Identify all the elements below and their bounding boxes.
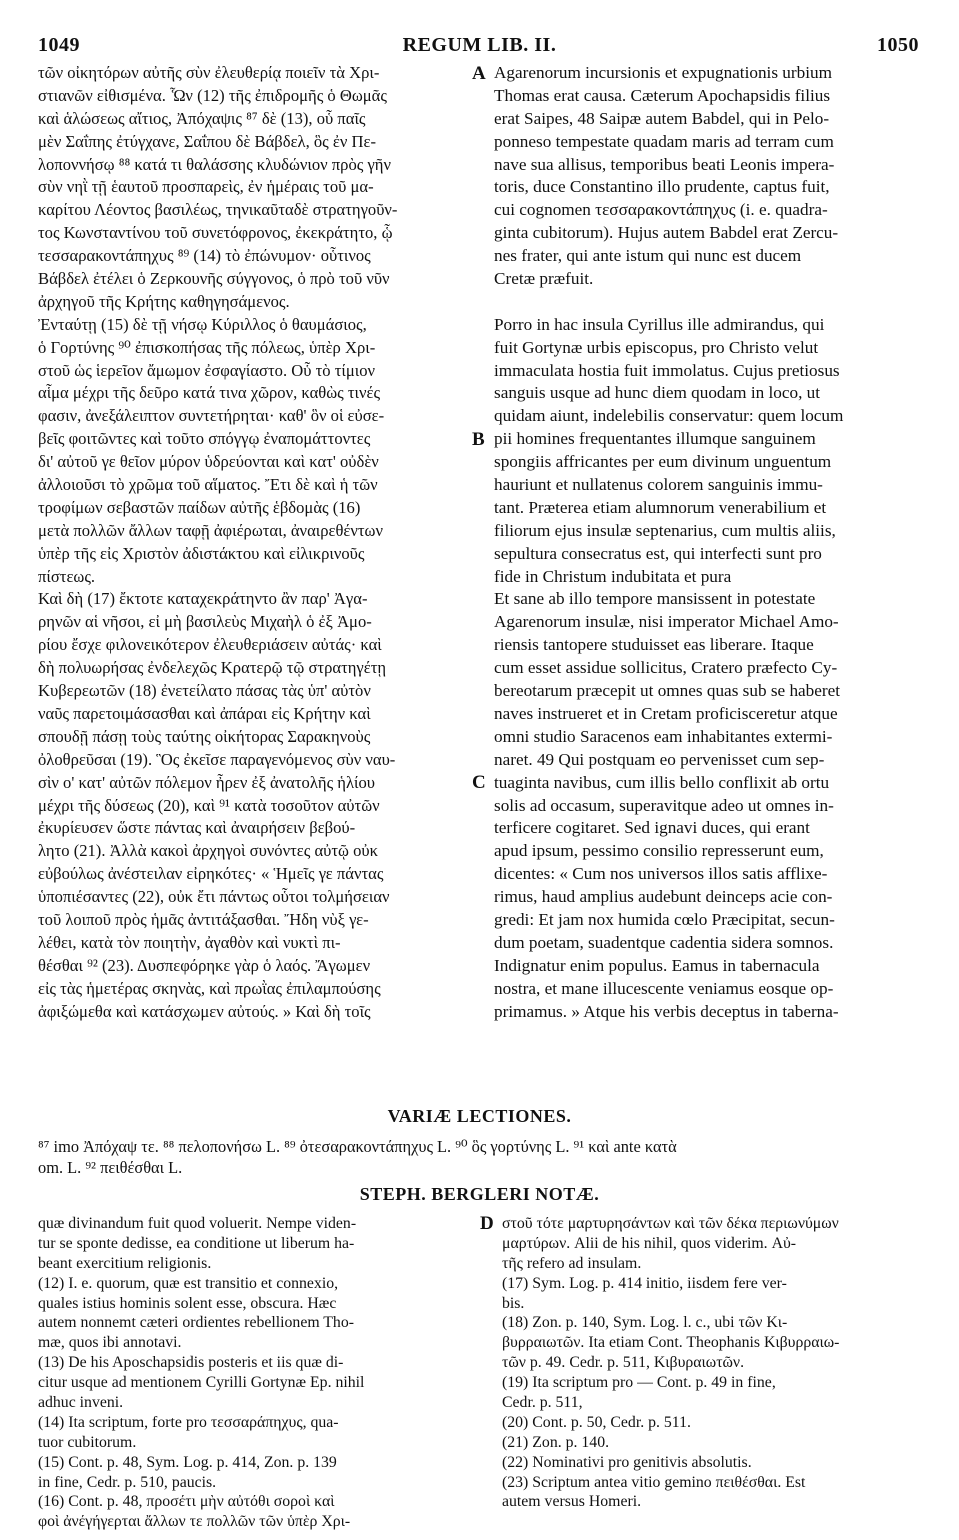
note-line: (22) Nominativi pro genitivis absolutis. <box>502 1453 752 1471</box>
greek-column <box>38 62 478 1023</box>
latin-text-line: Porro in hac insula Cyrillus ille admirandus, qui <box>494 314 825 334</box>
variae-title: VARIÆ LECTIONES. <box>387 1106 572 1126</box>
latin-text-line: nostra, et mane illucescente veniamus eosque op- <box>494 978 834 998</box>
note-line: (16) Cont. p. 48, προσέτι μὴν αὐτόθι σοροὶ καὶ <box>38 1493 335 1511</box>
latin-text-line: spongiis affricantes per eum divinum unguentum <box>494 452 832 472</box>
greek-text-line: τεσσαρακοντάπηχυς ⁸⁹ (14) τὸ ἐπώνυμον· οὗτινος <box>38 246 371 266</box>
greek-text-line: δι' αὐτοῦ γε θεῖον μύρον ὑδρεύονται καὶ κατ' οὐδὲν <box>38 452 379 472</box>
greek-text-line: δὴ πολυωρήσας ἐνδελεχῶς Κρατερῷ τῷ στρατηγέτῃ <box>38 658 387 678</box>
greek-text-line: ἀλλοιοῦσι τὸ χρῶμα τοῦ αἵματος. Ἔτι δὲ καὶ ἡ τῶν <box>38 475 378 495</box>
greek-text-line: σπουδῇ πάσῃ τοὺς ταύτης οἰκήτορας Σαρακηνοὺς <box>38 726 371 746</box>
latin-text-line: filiorum ejus insulæ septenarius, cum multis aliis, <box>494 520 836 540</box>
note-line: (17) Sym. Log. p. 414 initio, iisdem fere ver- <box>502 1274 787 1292</box>
latin-text-line: quidam aiunt, indelebilis conservatur: quem locum <box>494 406 844 426</box>
note-line: (19) Ita scriptum pro — Cont. p. 49 in fine, <box>502 1374 776 1392</box>
note-line: φοὶ ἀνέγήγερται ἄλλων τε πολλῶν τῶν ὑπὲρ Χρι- <box>38 1513 351 1531</box>
latin-text-line: toris, duce Constantino illo prudente, captus fuit, <box>494 177 830 197</box>
variant-reading-line: ⁸⁷ imo Ἀπόχαψ τε. ⁸⁸ πελοπονήσω L. ⁸⁹ ὀτεσαρακοντάπηχυς L. ⁹⁰ ὃς γορτύνης L. ⁹¹ καὶ ante κατὰ <box>38 1137 677 1156</box>
greek-text-line: μετὰ πολλῶν ἄλλων ταφῇ ἀφιέρωται, ἀναιρεθέντων <box>38 520 383 540</box>
greek-text-line: τροφίμων σεβαστῶν παίδων αὐτῆς ἑβδομὰς (16) <box>38 497 361 517</box>
greek-text-line: λοποννήσῳ ⁸⁸ κατά τι θαλάσσης κλυδώνιον πρὸς γῆν <box>38 154 391 174</box>
note-line: (23) Scriptum antea vitio gemino πειθέσθαι. Est <box>502 1473 806 1491</box>
note-line: (21) Zon. p. 140. <box>502 1433 610 1451</box>
note-line: autem nonnemt cæteri ordientes rebellionem Tho- <box>38 1314 354 1332</box>
variant-reading-line: om. L. ⁹² πειθέσθαι L. <box>38 1158 183 1177</box>
note-line: (13) De his Aposchapsidis posteris et iis quæ di- <box>38 1354 344 1372</box>
latin-text-line: omni studio Saracenos eam inhabitantes extermi- <box>494 726 833 746</box>
latin-text-line: sanguis usque ad hunc diem quodam in loco, ut <box>494 383 821 403</box>
latin-text-line <box>494 291 922 314</box>
greek-text-line: βεῖς φοιτῶντες καὶ τοῦτο σπόγγῳ ἐναπομάττοντες <box>38 429 371 449</box>
greek-text-line: ὁ Γορτύνης ⁹⁰ ἐπισκοπήσας τῆς πόλεως, ὑπὲρ Χρι- <box>38 337 376 357</box>
variae-lectiones <box>38 1136 928 1178</box>
latin-text-line: Agarenorum insulæ, nisi imperator Michael Amo- <box>494 612 839 632</box>
note-line: τῆς refero ad insulam. <box>502 1254 642 1272</box>
latin-text-line: immaculata hostia fuit immolatus. Cujus pretiosus <box>494 360 840 380</box>
greek-text-line: στοῦ ὡς ἱερεῖον ἄμωμον ἐσφαγίαστο. Οὗ τὸ τίμιον <box>38 360 376 380</box>
greek-text-line: ρίου ἔσχε φιλονεικότερον ἐλευθεριάσειν αὐτάς· καὶ <box>38 635 382 655</box>
page-number-left: 1049 <box>38 34 80 56</box>
notes-left-column <box>38 1214 478 1532</box>
latin-text-line: nave sua allisus, temporibus beati Leonis impera- <box>494 154 835 174</box>
greek-text-line: μὲν Σαΐπης ἐτύγχανε, Σαΐπου δὲ Βάβδελ, ὃς ἐν Πε- <box>38 131 376 151</box>
note-line: Cedr. p. 511, <box>502 1394 583 1412</box>
greek-text-line: λητο (21). Ἀλλὰ κακοὶ ἀρχηγοὶ συνόντες αὐτῷ οὐκ <box>38 841 378 861</box>
greek-text-line: καρίτου Λέοντος βασιλέως, τηνικαῦταδὲ στρατηγοῦν- <box>38 200 398 220</box>
greek-text-line: ὀλοθρεῦσαι (19). Ὃς ἐκεῖσε παραγενόμενος σὺν ναυ- <box>38 749 396 769</box>
latin-text-line: Thomas erat causa. Cæterum Apochapsidis filius <box>494 85 831 105</box>
note-line: (12) I. e. quorum, quæ est transitio et connexio, <box>38 1274 339 1292</box>
latin-text-line: cum esset assidue sollicitus, Cratero præfecto Cy- <box>494 658 838 678</box>
note-line: citur usque ad mentionem Cyrilli Gortynæ Ep. nihil <box>38 1374 365 1392</box>
latin-text-line: pii homines frequentantes illumque sanguinem <box>494 429 816 449</box>
latin-text-line: cui cognomen τεσσαρακοντάπηχυς (i. e. quadra- <box>494 200 828 220</box>
margin-marker-d: D <box>480 1213 494 1234</box>
margin-marker-b: B <box>472 429 485 450</box>
latin-text-line: sepultura consecratus est, qui interfecti sunt pro <box>494 543 822 563</box>
notes-title: STEPH. BERGLERI NOTÆ. <box>359 1184 600 1204</box>
greek-text-line: Κυβερεωτῶν (18) ἐνετείλατο πάσας τὰς ὑπ' αὐτὸν <box>38 681 371 701</box>
note-line: autem versus Homeri. <box>502 1493 642 1511</box>
note-line: beant exercitium religionis. <box>38 1254 212 1272</box>
latin-text-line: Cretæ præfuit. <box>494 269 594 289</box>
latin-text-line: tant. Præterea etiam alumnorum venerabilium et <box>494 497 827 517</box>
margin-marker-c: C <box>472 772 486 793</box>
latin-text-line: ginta cubitorum). Hujus autem Babdel erat Zercu- <box>494 223 839 243</box>
greek-text-line: Βάβδελ ἐτέλει ὁ Ζερκουνῆς σύγγονος, ὁ πρὸ τοῦ νῦν <box>38 269 390 289</box>
note-line: στοῦ τότε μαρτυρησάντων καὶ τῶν δέκα περιωνύμων <box>502 1215 839 1232</box>
greek-text-line: ἐκυρίευσεν ὥστε πάντας καὶ ἀναιρήσειν βεβού- <box>38 818 356 838</box>
note-line: τῶν p. 49. Cedr. p. 511, Κιβυραιωτῶν. <box>502 1354 745 1372</box>
greek-text-line: ἀφιξώμεθα καὶ κατάσχωμεν αὐτούς. » Καὶ δὴ τοῖς <box>38 1001 371 1021</box>
note-line: tuor cubitorum. <box>38 1433 137 1451</box>
latin-text-line: naves instrueret et in Cretam proficisceretur atque <box>494 703 838 723</box>
greek-text-line: στιανῶν εἰθισμένα. Ὧν (12) τῆς ἐπιδρομῆς ὁ Θωμᾶς <box>38 85 387 105</box>
latin-text-line: Indignatur enim populus. Eamus in tabernacula <box>494 955 820 975</box>
latin-text-line: dum poetam, suadentque cadentia sidera somnos. <box>494 932 834 952</box>
greek-text-line: εἰς τὰς ἡμετέρας σκηνὰς, καὶ πρωῒας ἐπιλαμπούσης <box>38 978 381 998</box>
greek-text-line: μέχρι τῆς δύσεως (20), καὶ ⁹¹ κατὰ τοσοῦτον αὐτῶν <box>38 795 380 815</box>
running-title: REGUM LIB. II. <box>402 34 557 56</box>
greek-text-line: ἀρχηγοῦ τῆς Κρήτης καθηγησάμενος. <box>38 291 290 311</box>
greek-text-line: τῶν οἰκητόρων αὐτῆς σὺν ἐλευθερίᾳ ποιεῖν τὰ Χρι- <box>38 63 380 82</box>
greek-text-line: ναῦς παρετοιμάσασθαι καὶ ἀπάραι εἰς Κρήτην καὶ <box>38 703 371 723</box>
latin-text-line: rimus, haud amplius audebunt deinceps acie con- <box>494 887 833 907</box>
latin-text-line: dicentes: « Cum nos universos illos satis afflixe- <box>494 864 828 884</box>
greek-text-line: τος Κωνσταντίνου τοῦ συνετόφρονος, ἐκεκράτητο, ᾧ <box>38 223 393 243</box>
note-line: adhuc inveni. <box>38 1394 124 1412</box>
latin-text-line: fuit Gortynæ urbis episcopus, pro Christo velut <box>494 337 819 357</box>
latin-text-line: erat Saipes, 48 Saipæ autem Babdel, qui in Pelo- <box>494 108 830 128</box>
latin-text-line: solis ad occasum, superavitque adeo ut omnes in- <box>494 795 834 815</box>
greek-text-line: αἷμα μέχρι τῆς δεῦρο κατά τινα χῶρον, καθὼς τινές <box>38 383 381 403</box>
latin-text-line: riensis tantopere studuisset eas liberare. Itaque <box>494 635 814 655</box>
greek-text-line: Ἐνταύτῃ (15) δὲ τῇ νήσῳ Κύριλλος ὁ θαυμάσιος, <box>38 314 367 334</box>
note-line: (18) Zon. p. 140, Sym. Log. l. c., ubi τῶν Κι- <box>502 1314 788 1332</box>
greek-text-line: σὺν νηῒ τῇ ἑαυτοῦ προσπαρεὶς, ἐν ἡμέραις τοῦ μα- <box>38 177 374 197</box>
greek-text-line: τοῦ λοιποῦ πρὸς ἡμᾶς ἀντιτάξασθαι. Ἤδη νὺξ γε- <box>38 909 369 929</box>
greek-text-line: ὑπὲρ τῆς εἰς Χριστὸν ἀδιστάκτου καὶ εἰλικρινοῦς <box>38 543 365 563</box>
latin-text-line: hauriunt et nullatenus colorem sanguinis immu- <box>494 475 823 495</box>
greek-text-line: φασιν, ἀνεξάλειπτον συντετήρηται· καθ' ὃν οἱ εὐσε- <box>38 406 385 426</box>
greek-text-line: καὶ ἁλώσεως αἴτιος, Ἀπόχαψις ⁸⁷ δὲ (13), οὗ παῖς <box>38 108 366 128</box>
latin-text-line: fide in Christum indubitata et pura <box>494 566 732 586</box>
note-line: μαρτύρων. Alii de his nihil, quos viderim. Αὐ- <box>502 1234 797 1252</box>
greek-text-line: ρηνῶν αἱ νῆσοι, εἰ μὴ βασιλεὺς Μιχαὴλ ὁ ἐξ Ἀμο- <box>38 612 372 632</box>
latin-text-line: Agarenorum incursionis et expugnationis urbium <box>494 63 832 82</box>
margin-marker-a: A <box>472 63 486 84</box>
note-line: βυρραιωτῶν. Ita etiam Cont. Theophanis Κιβυρραιω- <box>502 1334 840 1352</box>
latin-text-line: apud ipsum, pessimo consilio represserunt eum, <box>494 841 824 861</box>
greek-text-line: θέσθαι ⁹² (23). Δυσπεφόρηκε γὰρ ὁ λαός. Ἄγωμεν <box>38 955 371 975</box>
latin-text-line: naret. 49 Qui postquam eo pervenisset cum sep- <box>494 749 825 769</box>
greek-text-line: λέθει, κατὰ τὸν ποιητὴν, ἀγαθὸν καὶ νυκτὶ πι- <box>38 932 341 952</box>
latin-text-line: bereotarum præcepit ut omnes quas sub se haberet <box>494 681 841 701</box>
greek-text-line: Καὶ δὴ (17) ἔκτοτε καταχεκράτηντο ἂν παρ' Ἀγα- <box>38 589 368 609</box>
note-line: (14) Ita scriptum, forte pro τεσσαράπηχυς, qua- <box>38 1413 339 1431</box>
note-line: (15) Cont. p. 48, Sym. Log. p. 414, Zon. p. 139 <box>38 1453 337 1471</box>
greek-text-line: σὶν ο' κατ' αὐτῶν πόλεμον ἦρεν ἐξ ἀνατολῆς ἡλίου <box>38 772 375 792</box>
notes-right-column <box>502 1214 927 1512</box>
greek-text-line: ὑποπιέσαντες (22), οὐκ ἔτι πάντως οὗτοι τολμήσειαν <box>38 887 390 907</box>
latin-text-line: tuaginta navibus, cum illis bello conflixit ab ortu <box>494 772 830 792</box>
note-line: quæ divinandum fuit quod voluerit. Nempe viden- <box>38 1215 357 1232</box>
note-line: in fine, Cedr. p. 510, paucis. <box>38 1473 217 1491</box>
note-line: bis. <box>502 1294 525 1312</box>
page-number-right: 1050 <box>877 34 919 56</box>
latin-text-line: Et sane ab illo tempore mansissent in potestate <box>494 589 816 609</box>
latin-text-line: nes frater, qui ante istum qui nunc est ducem <box>494 246 802 266</box>
latin-text-line: terficere cogitaret. Sed ignavi duces, qui erant <box>494 818 810 838</box>
latin-column <box>494 62 922 1023</box>
note-line: tur se sponte dedisse, ea conditione ut liberum ha- <box>38 1234 355 1252</box>
latin-text-line: ponneso tempestate quadam maris ad terram cum <box>494 131 834 151</box>
latin-text-line: primamus. » Atque his verbis deceptus in taberna- <box>494 1001 839 1021</box>
greek-text-line: πίστεως. <box>38 566 96 586</box>
latin-text-line: gredi: Et jam nox humida cœlo Præcipitat, secun- <box>494 909 835 929</box>
note-line: quales istius hominis solent esse, obscura. Hæc <box>38 1294 337 1312</box>
note-line: (20) Cont. p. 50, Cedr. p. 511. <box>502 1413 691 1431</box>
note-line: mæ, quos ibi annotavi. <box>38 1334 182 1352</box>
greek-text-line: εὐβούλως ἀνέστειλαν εἰρηκότες· « Ἡμεῖς γε πάντας <box>38 864 384 884</box>
